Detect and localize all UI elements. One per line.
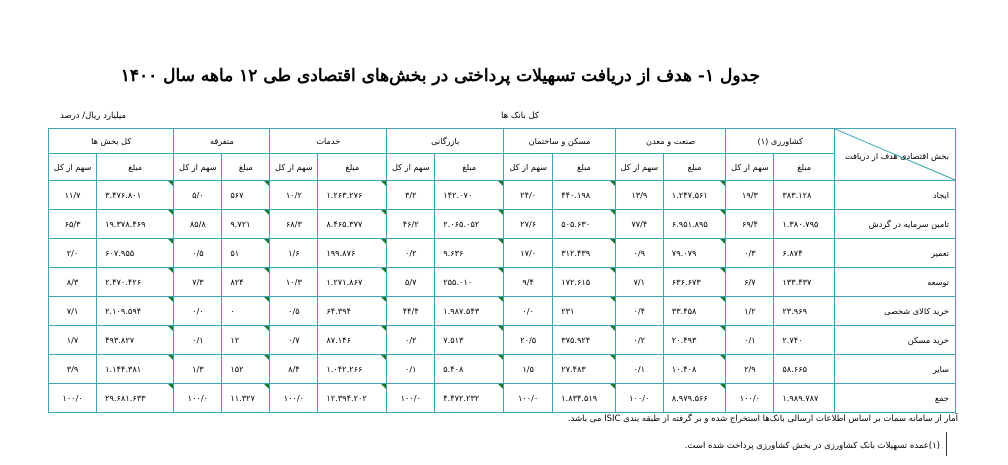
share-cell: ۲/۹ (726, 355, 774, 384)
share-cell: ۵/۷ (387, 268, 435, 297)
sector-header: بازرگانی (387, 129, 504, 154)
amount-cell: ۶.۸۷۴ (774, 239, 835, 268)
share-cell: ۶/۷ (726, 268, 774, 297)
amount-cell: ۱.۹۸۷.۵۴۳ (435, 297, 504, 326)
share-cell: ۰/۱ (615, 355, 663, 384)
share-cell: ۱۰۰/۰ (387, 384, 435, 413)
share-cell: ۰/۷ (270, 326, 318, 355)
amount-cell: ۸.۹۷۹.۵۶۶ (663, 384, 726, 413)
amount-cell: ۶۳۶.۶۷۳ (663, 268, 726, 297)
amount-cell: ۴۹۳.۸۲۷ (97, 326, 174, 355)
amount-cell: ۳۳.۴۵۸ (663, 297, 726, 326)
share-cell: ۰/۳ (726, 239, 774, 268)
share-cell: ۱۰۰/۰ (726, 384, 774, 413)
amount-cell: ۵۱ (222, 239, 270, 268)
share-cell: ۳/۲ (387, 181, 435, 210)
unit-label: میلیارد ریال/ درصد (60, 111, 127, 121)
amount-cell: ۱.۰۴۲.۲۶۶ (318, 355, 387, 384)
note-divider (946, 432, 947, 456)
share-cell: ۸/۴ (270, 355, 318, 384)
corner-label-sector: بخش اقتصادی (900, 151, 949, 161)
table-body (49, 181, 956, 413)
share-cell: ۱/۳ (174, 355, 222, 384)
amount-cell: ۲.۷۴۰ (774, 326, 835, 355)
share-cell: ۱۰۰/۰ (49, 384, 97, 413)
amount-header: مبلغ (774, 154, 835, 181)
amount-cell: ۱۵۲ (222, 355, 270, 384)
share-cell: ۸۵/۸ (174, 210, 222, 239)
row-label: ایجاد (834, 181, 955, 210)
amount-cell: ۱.۲۷۱.۸۶۷ (318, 268, 387, 297)
amount-header: مبلغ (222, 154, 270, 181)
amount-cell: ۴.۴۷۲.۲۳۲ (435, 384, 504, 413)
share-cell: ۰/۰ (504, 297, 553, 326)
share-cell: ۱/۵ (504, 355, 553, 384)
share-cell: ۰/۲ (615, 326, 663, 355)
share-cell: ۱۷/۰ (504, 239, 553, 268)
share-cell: ۳/۹ (49, 355, 97, 384)
share-cell: ۶۵/۳ (49, 210, 97, 239)
amount-cell: ۲.۴۷۰.۴۲۶ (97, 268, 174, 297)
row-label: تعمیر (834, 239, 955, 268)
share-cell: ۴۴/۴ (387, 297, 435, 326)
share-cell: ۵/۰ (174, 181, 222, 210)
share-cell: ۱۰۰/۰ (504, 384, 553, 413)
row-label: سایر (834, 355, 955, 384)
share-cell: ۹/۴ (504, 268, 553, 297)
share-cell: ۰/۱ (387, 355, 435, 384)
amount-cell: ۵۶۷ (222, 181, 270, 210)
table-row (49, 326, 956, 355)
amount-cell: ۵۸.۶۶۵ (774, 355, 835, 384)
share-cell: ۷/۳ (174, 268, 222, 297)
share-cell: ۲۴/۰ (504, 181, 553, 210)
amount-cell: ۱۷۲.۶۱۵ (553, 268, 616, 297)
sector-header: کشاورزی (۱) (726, 129, 835, 154)
amount-cell: ۲۳.۹۶۹ (774, 297, 835, 326)
bank-label: کل بانک ها (501, 111, 539, 121)
share-cell: ۰/۹ (615, 239, 663, 268)
share-cell: ۰/۱ (726, 326, 774, 355)
corner-label-goal: هدف از دریافت (844, 151, 898, 161)
amount-cell: ۱۴۲.۰۷۰ (435, 181, 504, 210)
amount-cell: ۲۰.۴۹۳ (663, 326, 726, 355)
share-cell: ۰/۴ (615, 297, 663, 326)
amount-header: مبلغ (318, 154, 387, 181)
row-label: جمع (834, 384, 955, 413)
share-header: سهم از کل (726, 154, 774, 181)
sector-header: کل بخش ها (49, 129, 174, 154)
amount-header: مبلغ (435, 154, 504, 181)
amount-cell: ۹.۷۲۱ (222, 210, 270, 239)
share-cell: ۲/۰ (49, 239, 97, 268)
amount-cell: ۵۰۵.۶۳۰ (553, 210, 616, 239)
share-cell: ۱/۷ (49, 326, 97, 355)
sector-header: متفرقه (174, 129, 270, 154)
amount-cell: ۱۱.۳۲۷ (222, 384, 270, 413)
amount-cell: ۱۰.۴۰۸ (663, 355, 726, 384)
amount-cell: ۱.۸۳۴.۵۱۹ (553, 384, 616, 413)
amount-cell: ۶۴.۳۹۴ (318, 297, 387, 326)
amount-cell: ۳۱۲.۴۳۹ (553, 239, 616, 268)
share-header: سهم از کل (49, 154, 97, 181)
amount-cell: ۱۲ (222, 326, 270, 355)
share-header: سهم از کل (174, 154, 222, 181)
sector-header: صنعت و معدن (615, 129, 726, 154)
share-cell: ۱۰۰/۰ (615, 384, 663, 413)
amount-cell: ۵.۴۰۸ (435, 355, 504, 384)
amount-cell: ۸۲۴ (222, 268, 270, 297)
share-cell: ۱۰۰/۰ (174, 384, 222, 413)
row-label: توسعه (834, 268, 955, 297)
amount-cell: ۹.۶۳۶ (435, 239, 504, 268)
amount-cell: ۳۸۳.۱۲۸ (774, 181, 835, 210)
amount-cell: ۱.۱۴۴.۳۸۱ (97, 355, 174, 384)
amount-cell: ۱.۳۸۰.۷۹۵ (774, 210, 835, 239)
share-cell: ۰/۱ (174, 326, 222, 355)
amount-cell: ۳.۴۷۶.۸۰۱ (97, 181, 174, 210)
share-header: سهم از کل (387, 154, 435, 181)
amount-cell: ۱۲.۳۹۴.۲۰۲ (318, 384, 387, 413)
share-cell: ۱۰۰/۰ (270, 384, 318, 413)
share-cell: ۱/۶ (270, 239, 318, 268)
amount-cell: ۲۷.۴۸۳ (553, 355, 616, 384)
share-cell: ۰/۲ (387, 239, 435, 268)
table-row (49, 355, 956, 384)
share-cell: ۱/۲ (726, 297, 774, 326)
amount-cell: ۸۷.۱۴۶ (318, 326, 387, 355)
table-corner-header (834, 129, 955, 181)
table-row (49, 181, 956, 210)
page-title: جدول ۱- هدف از دریافت تسهیلات پرداختی در بخش‌های اقتصادی طی ۱۲ ماهه سال ۱۴۰۰ (120, 66, 760, 86)
sector-header: مسکن و ساختمان (504, 129, 616, 154)
amount-cell: ۲۳۱ (553, 297, 616, 326)
share-header: سهم از کل (270, 154, 318, 181)
share-cell: ۱۳/۹ (615, 181, 663, 210)
amount-cell: ۶۰۷.۹۵۵ (97, 239, 174, 268)
share-cell: ۷۷/۴ (615, 210, 663, 239)
amount-cell: ۶.۹۵۱.۸۹۵ (663, 210, 726, 239)
share-header: سهم از کل (504, 154, 553, 181)
row-label: تامین سرمایه در گردش (834, 210, 955, 239)
amount-cell: ۱.۲۶۳.۲۷۶ (318, 181, 387, 210)
amount-cell: ۱.۹۸۹.۷۸۷ (774, 384, 835, 413)
facilities-table (48, 128, 956, 413)
share-cell: ۷/۱ (615, 268, 663, 297)
amount-cell: ۴۴۰.۱۹۸ (553, 181, 616, 210)
share-cell: ۲۷/۶ (504, 210, 553, 239)
table-row (49, 268, 956, 297)
sector-header: خدمات (270, 129, 387, 154)
table-row (49, 239, 956, 268)
amount-cell: ۲.۰۶۵.۰۵۲ (435, 210, 504, 239)
amount-cell: ۷.۵۱۳ (435, 326, 504, 355)
amount-cell: ۲.۱۰۹.۵۹۴ (97, 297, 174, 326)
share-cell: ۰/۵ (270, 297, 318, 326)
row-label: خرید مسکن (834, 326, 955, 355)
share-header: سهم از کل (615, 154, 663, 181)
share-cell: ۱۹/۳ (726, 181, 774, 210)
share-cell: ۰/۲ (387, 326, 435, 355)
share-cell: ۷/۱ (49, 297, 97, 326)
row-label: خرید کالای شخصی (834, 297, 955, 326)
table-row (49, 210, 956, 239)
amount-header: مبلغ (553, 154, 616, 181)
share-cell: ۱۰/۳ (270, 268, 318, 297)
amount-cell: ۲۹.۶۸۱.۶۳۳ (97, 384, 174, 413)
share-cell: ۱۱/۷ (49, 181, 97, 210)
amount-cell: ۱۳۳.۴۳۷ (774, 268, 835, 297)
table-row (49, 297, 956, 326)
share-cell: ۲۰/۵ (504, 326, 553, 355)
footnote: (۱)عمده تسهیلات بانک کشاورزی در بخش کشاورزی پرداخت شده است. (684, 441, 940, 451)
share-cell: ۰/۵ (174, 239, 222, 268)
amount-cell: ۷۹.۰۷۹ (663, 239, 726, 268)
amount-cell: ۱۹.۳۷۸.۴۶۹ (97, 210, 174, 239)
amount-header: مبلغ (97, 154, 174, 181)
amount-cell: ۲۵۵.۰۱۰ (435, 268, 504, 297)
amount-header: مبلغ (663, 154, 726, 181)
amount-cell: ۱۹۹.۸۷۶ (318, 239, 387, 268)
share-cell: ۱۰/۲ (270, 181, 318, 210)
share-cell: ۴۶/۲ (387, 210, 435, 239)
table-row (49, 384, 956, 413)
share-cell: ۶۹/۴ (726, 210, 774, 239)
share-cell: ۰/۰ (174, 297, 222, 326)
amount-cell: ۸.۴۶۵.۳۷۷ (318, 210, 387, 239)
share-cell: ۶۸/۳ (270, 210, 318, 239)
source-note: آمار از سامانه سمات بر اساس اطلاعات ارسالی بانک‌ها استخراج شده و بر گرفته از طبقه بندی ISIC می باشد. (567, 414, 958, 424)
amount-cell: ۱.۲۴۷.۵۶۱ (663, 181, 726, 210)
amount-cell: ۰ (222, 297, 270, 326)
share-cell: ۸/۳ (49, 268, 97, 297)
amount-cell: ۳۷۵.۹۲۴ (553, 326, 616, 355)
